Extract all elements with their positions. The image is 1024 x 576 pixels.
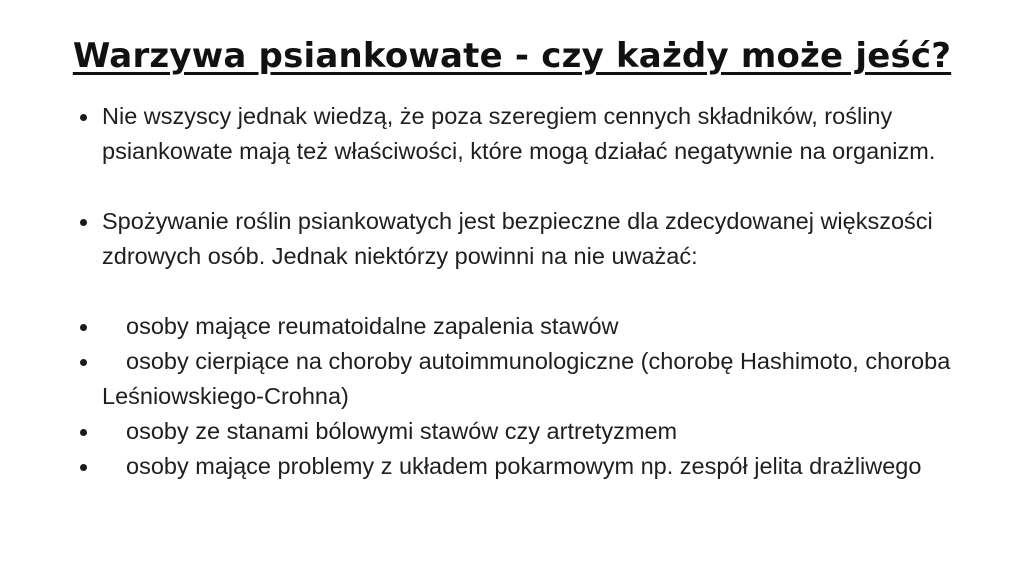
bullet-paragraph xyxy=(78,204,958,274)
paragraph-text: Nie wszyscy jednak wiedzą, że poza szeregiem cennych składników, rośliny psiankowate mają też właściwości, które mogą działać negatywnie na organizm. xyxy=(102,103,936,164)
bullet-dot-icon xyxy=(80,359,87,366)
bullet-dot-icon xyxy=(80,429,87,436)
list-item-text: osoby mające reumatoidalne zapalenia stawów xyxy=(126,313,619,339)
list-item xyxy=(78,309,958,344)
bullet-dot-icon xyxy=(80,114,87,121)
bullet-dot-icon xyxy=(80,324,87,331)
list-item xyxy=(78,449,958,484)
list-item-text: osoby mające problemy z układem pokarmowym np. zespół jelita drażliwego xyxy=(126,453,922,479)
bullet-dot-icon xyxy=(80,464,87,471)
list-item xyxy=(78,344,958,414)
list-item-text: osoby cierpiące na choroby autoimmunologiczne (chorobę Hashimoto, choroba Leśniowskiego-Crohna) xyxy=(102,348,951,409)
bullet-paragraph xyxy=(78,99,958,169)
list-item-text: osoby ze stanami bólowymi stawów czy artretyzmem xyxy=(126,418,678,444)
spacer xyxy=(78,169,958,204)
slide-content xyxy=(78,99,958,484)
bullet-dot-icon xyxy=(80,219,87,226)
paragraph-text: Spożywanie roślin psiankowatych jest bezpieczne dla zdecydowanej większości zdrowych osób. Jednak niektórzy powinni na nie uważać: xyxy=(102,208,933,269)
spacer xyxy=(78,274,958,309)
slide-title: Warzywa psiankowate - czy każdy może jeść? xyxy=(72,36,952,76)
list-item xyxy=(78,414,958,449)
